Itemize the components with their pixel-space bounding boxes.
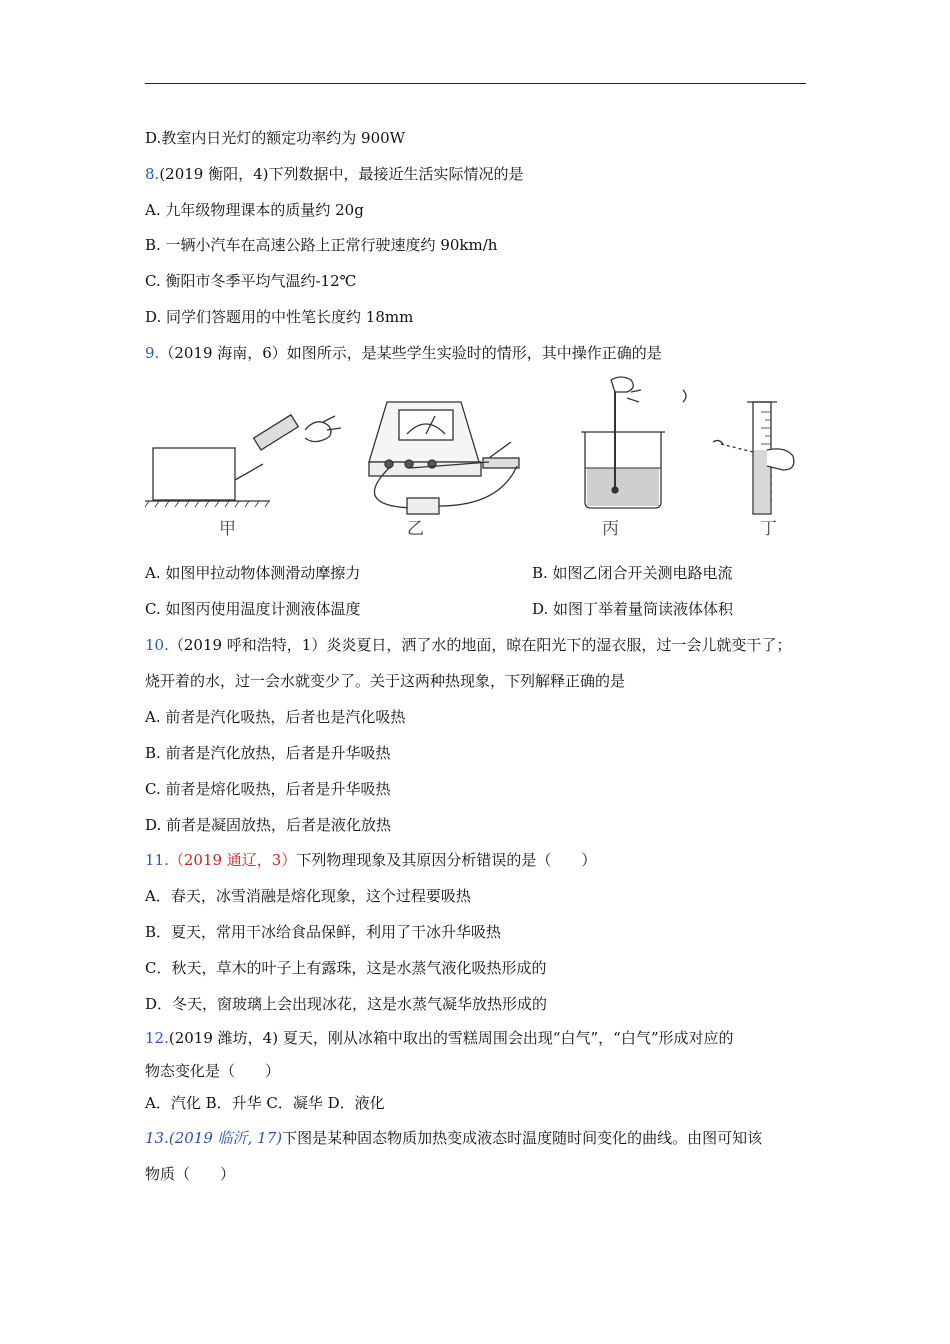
q8-option-b: B. 一辆小汽车在高速公路上正常行驶速度约 90km/h (145, 236, 498, 254)
q11-option-c: C．秋天，草木的叶子上有露珠，这是水蒸气液化吸热形成的 (145, 959, 547, 977)
q13-stem-line1 (145, 1128, 762, 1148)
header-rule (145, 83, 806, 84)
q12-text-1: (2019 潍坊，4) 夏天，刚从冰箱中取出的雪糕周围会出现“白气”，“白气”形成对应的 (168, 1029, 734, 1047)
q7-option-d: D.教室内日光灯的额定功率约为 900W (145, 129, 406, 147)
q8-option-c: C. 衡阳市冬季平均气温约-12℃ (145, 272, 357, 290)
q11-option-a: A．春天，冰雪消融是熔化现象，这个过程要吸热 (145, 887, 471, 905)
q9-option-d: D. 如图丁举着量筒读液体体积 (532, 600, 734, 618)
figure-bing (581, 377, 686, 508)
caption-yi: 乙 (407, 519, 424, 539)
q13-source: 13.(2019 临沂, 17) (145, 1129, 283, 1147)
q12-number: 12. (145, 1029, 169, 1047)
q9-option-b: B. 如图乙闭合开关测电路电流 (532, 564, 733, 582)
q12-options: A．汽化 B．升华 C．凝华 D．液化 (145, 1094, 385, 1112)
q10-option-d: D. 前者是凝固放热，后者是液化放热 (145, 816, 392, 834)
caption-ding: 丁 (760, 519, 777, 539)
q11-option-d: D．冬天，窗玻璃上会出现冰花，这是水蒸气凝华放热形成的 (145, 995, 548, 1013)
q8-stem (145, 164, 524, 184)
q8-number: 8. (145, 165, 160, 183)
q9-option-a: A. 如图甲拉动物体测滑动摩擦力 (145, 564, 361, 582)
q10-stem-line2: 烧开着的水，过一会水就变少了。关于这两种热现象，下列解释正确的是 (145, 672, 626, 690)
figure-ding (713, 402, 794, 514)
q10-stem-line1 (145, 635, 791, 655)
q10-text-1: （2019 呼和浩特，1）炎炎夏日，洒了水的地面，晾在阳光下的湿衣服，过一会儿就变干了； (168, 636, 792, 654)
q11-number: 11. (145, 851, 169, 869)
figure-jia (145, 415, 341, 507)
q9-option-c: C. 如图丙使用温度计测液体温度 (145, 600, 361, 618)
q11-source: （2019 通辽，3） (168, 851, 297, 869)
q10-number: 10. (145, 636, 169, 654)
q10-option-c: C. 前者是熔化吸热，后者是升华吸热 (145, 780, 391, 798)
caption-jia: 甲 (219, 519, 236, 539)
q11-text: 下列物理现象及其原因分析错误的是（ ） (296, 851, 597, 869)
figure-yi (369, 402, 519, 514)
q8-option-a: A. 九年级物理课本的质量约 20g (145, 201, 364, 219)
q11-stem (145, 850, 596, 870)
q13-stem-line2: 物质（ ） (145, 1165, 236, 1183)
q9-text: （2019 海南，6）如图所示，是某些学生实验时的情形，其中操作正确的是 (159, 344, 662, 362)
q10-option-a: A. 前者是汽化吸热，后者也是汽化吸热 (145, 708, 406, 726)
q8-text: (2019 衡阳，4)下列数据中，最接近生活实际情况的是 (159, 165, 524, 183)
q13-text-1: 下图是某种固态物质加热变成液态时温度随时间变化的曲线。由图可知该 (282, 1129, 763, 1147)
q9-number: 9. (145, 344, 160, 362)
q9-stem (145, 343, 662, 363)
q12-stem-line2: 物态变化是（ ） (145, 1062, 281, 1080)
q11-option-b: B．夏天，常用干冰给食品保鲜，利用了干冰升华吸热 (145, 923, 502, 941)
q9-figure (145, 372, 810, 547)
q12-stem-line1 (145, 1028, 734, 1048)
caption-bing: 丙 (602, 519, 619, 539)
q10-option-b: B. 前者是汽化放热，后者是升华吸热 (145, 744, 391, 762)
q8-option-d: D. 同学们答题用的中性笔长度约 18mm (145, 308, 414, 326)
